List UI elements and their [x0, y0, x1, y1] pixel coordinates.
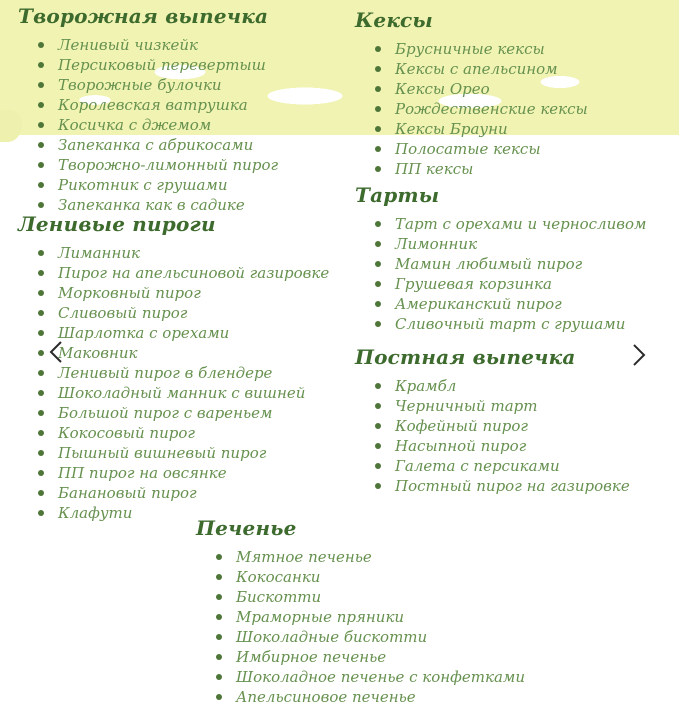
recipe-link[interactable]: Галета с персиками: [355, 456, 630, 476]
recipe-link[interactable]: Рикотник с грушами: [18, 175, 278, 195]
recipe-link[interactable]: Апельсиновое печенье: [196, 687, 525, 707]
recipe-link[interactable]: Клафути: [18, 503, 329, 523]
recipe-link[interactable]: Брусничные кексы: [355, 39, 588, 59]
section-title: Ленивые пироги: [18, 212, 216, 236]
recipe-link[interactable]: Банановый пирог: [18, 483, 329, 503]
recipe-link[interactable]: Морковный пирог: [18, 283, 329, 303]
recipe-link[interactable]: Американский пирог: [355, 294, 646, 314]
section-title: Печенье: [196, 516, 297, 540]
recipe-link[interactable]: Черничный тарт: [355, 396, 630, 416]
recipe-link[interactable]: Ленивый пирог в блендере: [18, 363, 329, 383]
recipe-link[interactable]: Имбирное печенье: [196, 647, 525, 667]
recipe-link[interactable]: Мамин любимый пирог: [355, 254, 646, 274]
recipe-link[interactable]: Творожные булочки: [18, 75, 278, 95]
recipe-link[interactable]: Пирог на апельсиновой газировке: [18, 263, 329, 283]
section-lenivye-pirogi: [18, 212, 329, 523]
section-tvorozhnaya-vypechka: [18, 4, 278, 215]
recipe-link[interactable]: Творожно-лимонный пирог: [18, 155, 278, 175]
recipe-link[interactable]: Ленивый чизкейк: [18, 35, 278, 55]
recipe-link[interactable]: Лимонник: [355, 234, 646, 254]
recipe-list: [18, 243, 329, 523]
section-title: Кексы: [355, 8, 433, 32]
recipe-link[interactable]: Шарлотка с орехами: [18, 323, 329, 343]
recipe-list: [355, 39, 588, 179]
recipe-link[interactable]: Кофейный пирог: [355, 416, 630, 436]
recipe-link[interactable]: Постный пирог на газировке: [355, 476, 630, 496]
section-keksy: [355, 8, 588, 179]
recipe-link[interactable]: Кексы Орео: [355, 79, 588, 99]
recipe-link[interactable]: ПП пирог на овсянке: [18, 463, 329, 483]
recipe-link[interactable]: Шоколадный манник с вишней: [18, 383, 329, 403]
recipe-link[interactable]: Кокосанки: [196, 567, 525, 587]
section-postnaya-vypechka: [355, 345, 630, 496]
recipe-link[interactable]: Кокосовый пирог: [18, 423, 329, 443]
chevron-left-icon: [48, 339, 64, 365]
section-title: Творожная выпечка: [18, 4, 269, 28]
recipe-link[interactable]: Запеканка с абрикосами: [18, 135, 278, 155]
recipe-link[interactable]: Сливовый пирог: [18, 303, 329, 323]
recipe-link[interactable]: Маковник: [18, 343, 329, 363]
section-title: Постная выпечка: [355, 345, 576, 369]
section-title: Тарты: [355, 183, 440, 207]
recipe-link[interactable]: Шоколадное печенье с конфетками: [196, 667, 525, 687]
recipe-link[interactable]: Кексы Брауни: [355, 119, 588, 139]
carousel-next-button[interactable]: [628, 341, 650, 369]
recipe-list: [18, 35, 278, 215]
recipe-link[interactable]: ПП кексы: [355, 159, 588, 179]
recipe-link[interactable]: Большой пирог с вареньем: [18, 403, 329, 423]
recipe-link[interactable]: Запеканка как в садике: [18, 195, 278, 215]
recipe-link[interactable]: Лиманник: [18, 243, 329, 263]
section-tarty: [355, 183, 646, 334]
recipe-list: [355, 214, 646, 334]
recipe-link[interactable]: Сливочный тарт с грушами: [355, 314, 646, 334]
recipe-link[interactable]: Насыпной пирог: [355, 436, 630, 456]
recipe-link[interactable]: Пышный вишневый пирог: [18, 443, 329, 463]
recipe-link[interactable]: Полосатые кексы: [355, 139, 588, 159]
recipe-link[interactable]: Кексы с апельсином: [355, 59, 588, 79]
section-pechenye: [196, 516, 525, 707]
recipe-link[interactable]: Мраморные пряники: [196, 607, 525, 627]
recipe-link[interactable]: Крамбл: [355, 376, 630, 396]
recipe-link[interactable]: Шоколадные бискотти: [196, 627, 525, 647]
recipe-link[interactable]: Мятное печенье: [196, 547, 525, 567]
recipe-link[interactable]: Королевская ватрушка: [18, 95, 278, 115]
recipe-link[interactable]: Тарт с орехами и черносливом: [355, 214, 646, 234]
chevron-right-icon: [631, 342, 647, 368]
recipe-list: [355, 376, 630, 496]
recipe-link[interactable]: Бискотти: [196, 587, 525, 607]
recipe-link[interactable]: Персиковый перевертыш: [18, 55, 278, 75]
carousel-prev-button[interactable]: [45, 338, 67, 366]
recipe-list: [196, 547, 525, 707]
recipe-link[interactable]: Грушевая корзинка: [355, 274, 646, 294]
recipe-link[interactable]: Косичка с джемом: [18, 115, 278, 135]
recipe-link[interactable]: Рождественские кексы: [355, 99, 588, 119]
